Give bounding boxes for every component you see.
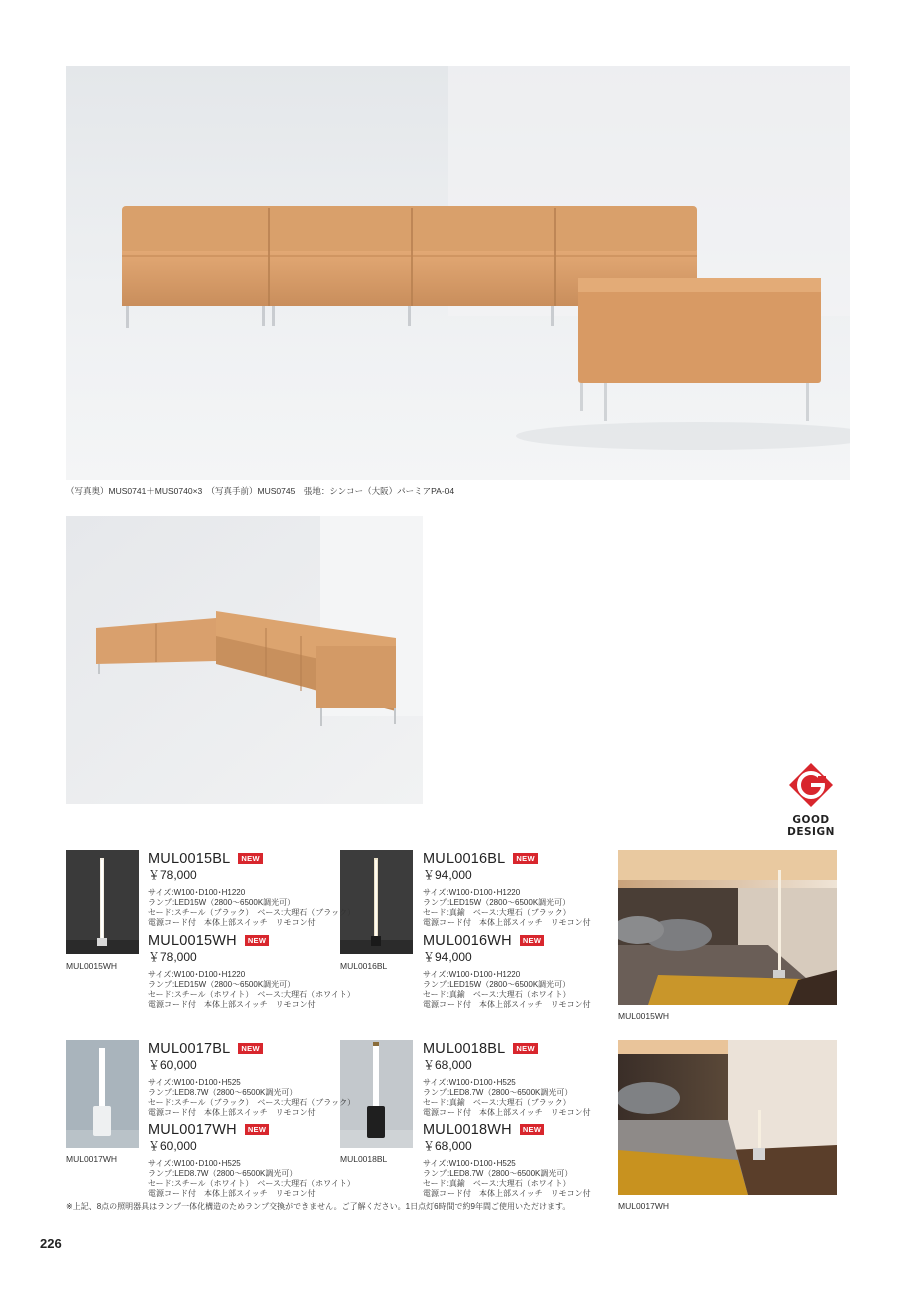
spec-lamp: ランプ:LED15W（2800～6500K調光可）	[423, 980, 571, 989]
spec-lamp: ランプ:LED8.7W（2800～6500K調光可）	[423, 1169, 573, 1178]
room-photo-mul0017wh	[618, 1040, 837, 1195]
product-model: MUL0018WH	[423, 1121, 512, 1138]
product-mul0017bl	[148, 1040, 356, 1118]
spec-lamp: ランプ:LED15W（2800～6500K調光可）	[423, 898, 571, 907]
mul0017-thumbnail	[66, 1040, 139, 1148]
spec-power: 電源コード付 本体上部スイッチ リモコン付	[148, 918, 316, 927]
product-mul0018wh	[423, 1121, 623, 1199]
product-price: ￥94,000	[423, 950, 472, 964]
product-mul0017wh	[148, 1121, 355, 1199]
new-badge: NEW	[520, 935, 544, 946]
good-design-g-icon	[788, 762, 834, 808]
spec-size: サイズ:W100･D100･H1220	[148, 970, 246, 979]
spec-size: サイズ:W100･D100･H525	[148, 1159, 241, 1168]
spec-size: サイズ:W100･D100･H1220	[148, 888, 246, 897]
product-specs	[423, 1078, 623, 1118]
product-specs	[148, 888, 356, 928]
spec-size: サイズ:W100･D100･H1220	[423, 888, 521, 897]
mul0016-thumb-label: MUL0016BL	[340, 961, 388, 971]
l-sofa-photo	[66, 516, 423, 804]
product-model: MUL0016BL	[423, 850, 506, 867]
product-price: ￥60,000	[148, 1139, 197, 1153]
product-mul0015wh	[148, 932, 355, 1010]
spec-power: 電源コード付 本体上部スイッチ リモコン付	[423, 1000, 591, 1009]
product-specs	[148, 970, 355, 1010]
spec-shade: セード:スチール（ブラック） ベース:大理石（ブラック）	[148, 1098, 356, 1107]
good-design-line2: DESIGN	[787, 826, 835, 838]
product-price: ￥68,000	[423, 1139, 472, 1153]
new-badge: NEW	[513, 1043, 537, 1054]
new-badge: NEW	[245, 1124, 269, 1135]
spec-shade: セード:真鍮 ベース:大理石（ホワイト）	[423, 1179, 571, 1188]
product-price: ￥78,000	[148, 950, 197, 964]
room-photo-1-label: MUL0015WH	[618, 1011, 670, 1021]
product-mul0018bl	[423, 1040, 623, 1118]
new-badge: NEW	[238, 1043, 262, 1054]
spec-size: サイズ:W100･D100･H1220	[423, 970, 521, 979]
mul0017-thumb-label: MUL0017WH	[66, 1154, 118, 1164]
spec-shade: セード:スチール（ブラック） ベース:大理石（ブラック）	[148, 908, 356, 917]
product-mul0016bl	[423, 850, 623, 928]
spec-shade: セード:スチール（ホワイト） ベース:大理石（ホワイト）	[148, 1179, 355, 1188]
main-sofa-photo	[66, 66, 850, 480]
product-specs	[148, 1159, 355, 1199]
product-model: MUL0015WH	[148, 932, 237, 949]
spec-power: 電源コード付 本体上部スイッチ リモコン付	[423, 1108, 591, 1117]
new-badge: NEW	[520, 1124, 544, 1135]
spec-shade: セード:スチール（ホワイト） ベース:大理石（ホワイト）	[148, 990, 355, 999]
spec-size: サイズ:W100･D100･H525	[423, 1078, 516, 1087]
mul0015-thumbnail	[66, 850, 139, 954]
product-model: MUL0017WH	[148, 1121, 237, 1138]
page-number: 226	[40, 1236, 62, 1251]
product-specs	[148, 1078, 356, 1118]
new-badge: NEW	[513, 853, 537, 864]
footnote: ※上記、8点の照明器具はランプ一体化構造のためランプ交換ができません。ご了解ください。1日点灯6時間で約9年間ご使用いただけます。	[66, 1202, 571, 1211]
product-price: ￥60,000	[148, 1058, 197, 1072]
mul0016-thumbnail	[340, 850, 413, 954]
good-design-mark	[786, 762, 836, 838]
product-specs	[423, 970, 623, 1010]
main-photo-caption: （写真奥）MUS0741＋MUS0740×3 （写真手前）MUS0745 張地：シンコー（大阪）パーミアPA-04	[66, 486, 455, 496]
mul0015-thumb-label: MUL0015WH	[66, 961, 118, 971]
spec-size: サイズ:W100･D100･H525	[148, 1078, 241, 1087]
spec-shade: セード:真鍮 ベース:大理石（ブラック）	[423, 1098, 571, 1107]
spec-shade: セード:真鍮 ベース:大理石（ブラック）	[423, 908, 571, 917]
room-photo-mul0015wh	[618, 850, 837, 1005]
spec-power: 電源コード付 本体上部スイッチ リモコン付	[423, 918, 591, 927]
product-model: MUL0017BL	[148, 1040, 231, 1057]
good-design-line1: GOOD	[792, 814, 830, 826]
new-badge: NEW	[245, 935, 269, 946]
spec-power: 電源コード付 本体上部スイッチ リモコン付	[148, 1189, 316, 1198]
product-model: MUL0016WH	[423, 932, 512, 949]
product-price: ￥78,000	[148, 868, 197, 882]
spec-lamp: ランプ:LED15W（2800～6500K調光可）	[148, 898, 296, 907]
mul0018-thumbnail	[340, 1040, 413, 1148]
product-specs	[423, 1159, 623, 1199]
new-badge: NEW	[238, 853, 262, 864]
product-model: MUL0018BL	[423, 1040, 506, 1057]
spec-power: 電源コード付 本体上部スイッチ リモコン付	[148, 1000, 316, 1009]
product-price: ￥94,000	[423, 868, 472, 882]
spec-lamp: ランプ:LED8.7W（2800～6500K調光可）	[148, 1169, 298, 1178]
product-price: ￥68,000	[423, 1058, 472, 1072]
spec-lamp: ランプ:LED8.7W（2800～6500K調光可）	[423, 1088, 573, 1097]
spec-lamp: ランプ:LED15W（2800～6500K調光可）	[148, 980, 296, 989]
product-specs	[423, 888, 623, 928]
room-photo-2-label: MUL0017WH	[618, 1201, 670, 1211]
spec-power: 電源コード付 本体上部スイッチ リモコン付	[423, 1189, 591, 1198]
spec-size: サイズ:W100･D100･H525	[423, 1159, 516, 1168]
product-mul0016wh	[423, 932, 623, 1010]
spec-power: 電源コード付 本体上部スイッチ リモコン付	[148, 1108, 316, 1117]
spec-shade: セード:真鍮 ベース:大理石（ホワイト）	[423, 990, 571, 999]
product-mul0015bl	[148, 850, 356, 928]
spec-lamp: ランプ:LED8.7W（2800～6500K調光可）	[148, 1088, 298, 1097]
mul0018-thumb-label: MUL0018BL	[340, 1154, 388, 1164]
product-model: MUL0015BL	[148, 850, 231, 867]
